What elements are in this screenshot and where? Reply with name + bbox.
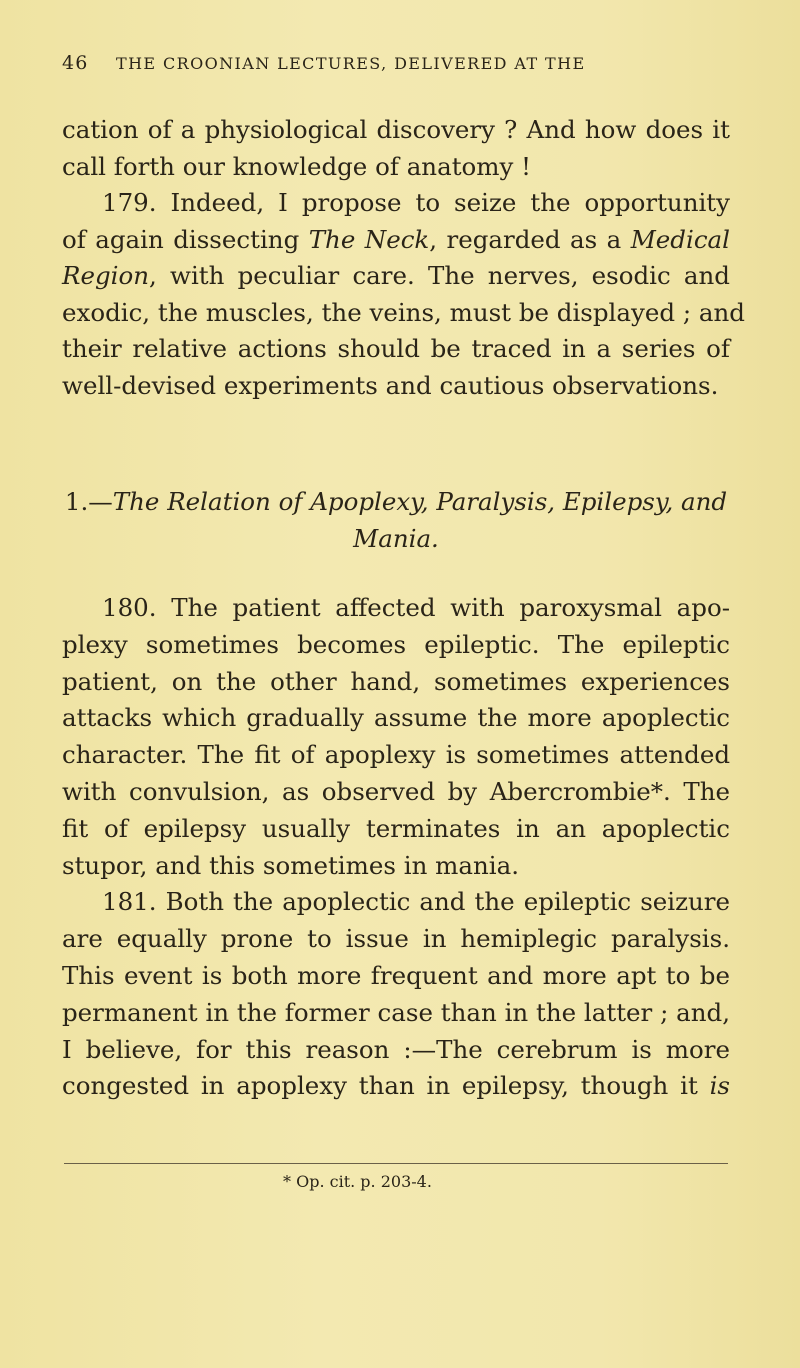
body-text-bottom: [62, 590, 730, 1105]
text-line: are equally prone to issue in hemiplegic paralysis.: [62, 924, 730, 954]
text-line: congested in apoplexy than in epilepsy, though it is: [62, 1071, 730, 1101]
text-line: permanent in the former case than in the latter ; and,: [62, 997, 730, 1027]
section-heading-line1: [62, 484, 730, 521]
italic-phrase: Region: [62, 261, 149, 290]
text-line: 179. Indeed, I propose to seize the opportunity: [102, 188, 730, 217]
section-heading: [62, 484, 730, 557]
text-line: I believe, for this reason :—The cerebrum is more: [62, 1034, 730, 1064]
body-text-top: [62, 112, 745, 404]
text-line: exodic, the muscles, the veins, must be displayed ; and: [62, 297, 745, 327]
footnote-rule: [64, 1163, 728, 1164]
text-line: patient, on the other hand, sometimes experiences: [62, 666, 730, 696]
italic-phrase: Medical: [630, 224, 730, 254]
text-line: with convulsion, as observed by Abercrombie*. The: [62, 776, 730, 806]
section-heading-line2: Mania.: [353, 523, 439, 553]
running-title: THE CROONIAN LECTURES, DELIVERED AT THE: [116, 54, 586, 73]
text-line: plexy sometimes becomes epileptic. The epileptic: [62, 629, 730, 659]
text-line: attacks which gradually assume the more apoplectic: [62, 703, 730, 733]
paragraph-179: [62, 185, 745, 404]
italic-phrase: is: [697, 1071, 730, 1101]
footnote: * Op. cit. p. 203-4.: [283, 1172, 432, 1191]
paragraph-181: [62, 884, 730, 1105]
text-line: well-devised experiments and cautious observations.: [62, 370, 719, 400]
running-header: [62, 52, 742, 74]
section-title: The Relation of Apoplexy, Paralysis, Epilepsy, and: [112, 487, 728, 516]
text-line: 180. The patient affected with paroxysmal apo-: [102, 593, 730, 622]
text-line: of again dissecting The Neck, regarded as a Medical: [62, 224, 730, 254]
text-line: their relative actions should be traced in a series of: [62, 334, 730, 363]
text-line: Region, with peculiar care. The nerves, esodic and: [62, 261, 730, 290]
text-line: 181. Both the apoplectic and the epileptic seizure: [102, 887, 730, 917]
paragraph-180: [62, 590, 730, 884]
text-line: character. The fit of apoplexy is sometimes attended: [62, 740, 730, 770]
section-number: 1.—: [64, 487, 113, 516]
text-line: stupor, and this sometimes in mania.: [62, 850, 519, 880]
italic-phrase: The Neck: [308, 224, 430, 254]
page-number: 46: [62, 52, 89, 74]
continuation-paragraph: [62, 112, 730, 185]
text-line: fit of epilepsy usually terminates in an apoplectic: [62, 813, 730, 843]
text-line: call forth our knowledge of anatomy !: [62, 151, 531, 181]
text-line: cation of a physiological discovery ? And how does it: [62, 115, 730, 144]
text-line: This event is both more frequent and more apt to be: [62, 960, 730, 990]
